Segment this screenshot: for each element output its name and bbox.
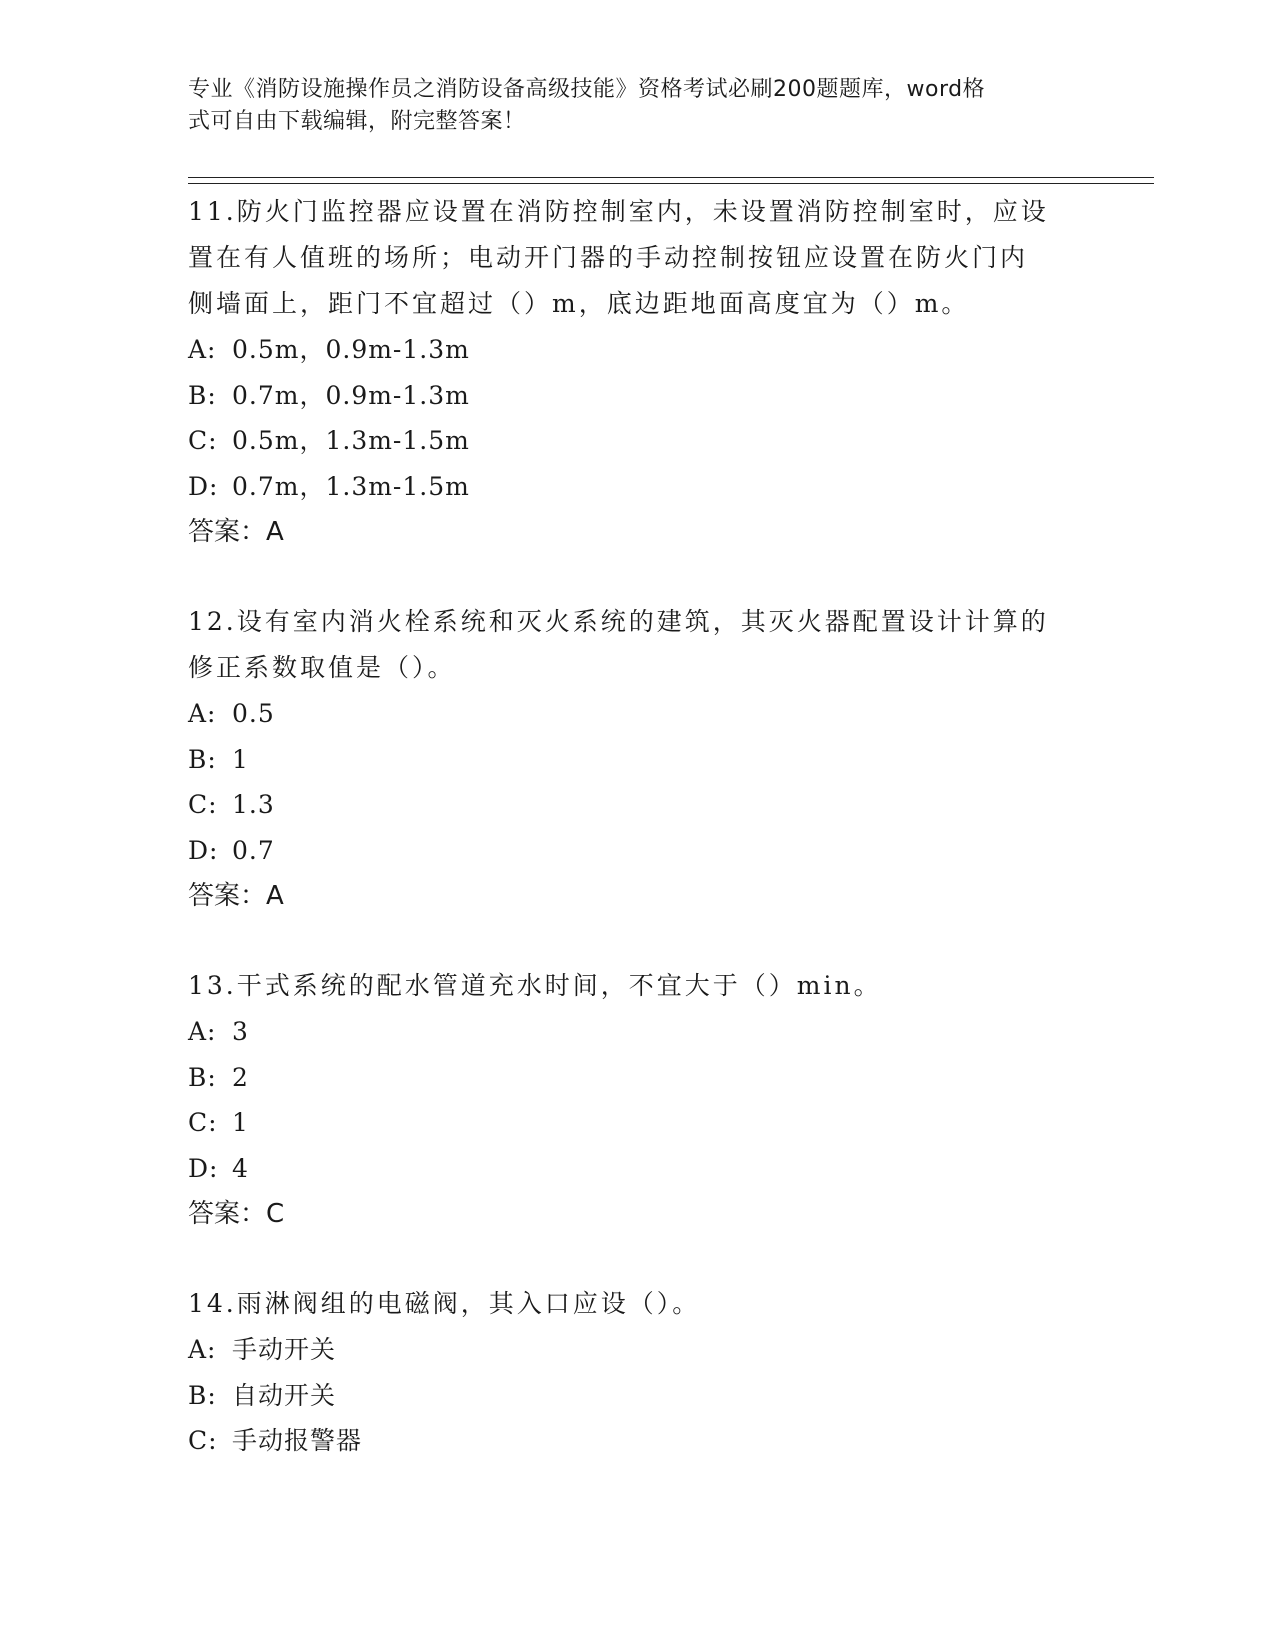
option-key: D:: [188, 471, 219, 501]
header-line-1: 专业《消防设施操作员之消防设备高级技能》资格考试必刷200题题库，word格: [188, 77, 986, 102]
question-text-line: 修正系数取值是（）。: [188, 653, 456, 682]
header-divider-bottom: [188, 183, 1154, 184]
option-key: C:: [188, 790, 218, 819]
option-text: 2: [232, 1062, 249, 1092]
option-text: 1.3: [232, 790, 275, 819]
option-text: 0.5m，1.3m-1.5m: [232, 426, 470, 455]
option-text: 4: [232, 1153, 249, 1183]
option-text: 0.7m，1.3m-1.5m: [232, 471, 470, 501]
option-text: 自动开关: [232, 1380, 337, 1410]
option-c: [188, 782, 1088, 828]
option-d: [188, 464, 1088, 510]
option-key: B:: [188, 1380, 217, 1410]
option-d: [188, 828, 1088, 874]
option-c: [188, 418, 1088, 464]
option-key: A:: [188, 1017, 217, 1046]
question-12: [188, 599, 1088, 919]
option-key: A:: [188, 699, 217, 728]
option-text: 0.5m，0.9m-1.3m: [232, 335, 470, 364]
option-text: 1: [232, 744, 249, 774]
option-a: [188, 1327, 1088, 1373]
question-11: [188, 189, 1088, 555]
option-key: B:: [188, 1062, 217, 1092]
option-text: 3: [232, 1017, 249, 1046]
answer: 答案：A: [188, 881, 284, 911]
question-text-line: 11.防火门监控器应设置在消防控制室内，未设置消防控制室时，应设: [188, 197, 1049, 226]
answer: 答案：C: [188, 1199, 285, 1229]
answer: 答案：A: [188, 517, 284, 547]
header-line-2: 式可自由下载编辑，附完整答案！: [188, 109, 526, 134]
option-d: [188, 1146, 1088, 1192]
question-13: [188, 963, 1088, 1237]
document-header: [188, 74, 1068, 138]
option-c: [188, 1100, 1088, 1146]
header-divider-top: [188, 177, 1154, 178]
option-key: D:: [188, 1153, 219, 1183]
option-c: [188, 1418, 1088, 1464]
option-a: [188, 327, 1088, 373]
option-key: C:: [188, 1108, 218, 1137]
question-text-line: 12.设有室内消火栓系统和灭火系统的建筑，其灭火器配置设计计算的: [188, 607, 1049, 636]
question-text-line: 14.雨淋阀组的电磁阀，其入口应设（）。: [188, 1289, 701, 1318]
option-b: [188, 1373, 1088, 1419]
option-b: [188, 373, 1088, 419]
question-14: [188, 1281, 1088, 1464]
option-text: 0.7: [232, 835, 275, 865]
option-key: B:: [188, 744, 217, 774]
question-text-line: 置在有人值班的场所；电动开门器的手动控制按钮应设置在防火门内: [188, 243, 1029, 272]
option-a: [188, 1009, 1088, 1055]
question-list: [188, 189, 1088, 1508]
option-b: [188, 737, 1088, 783]
option-key: A:: [188, 1335, 217, 1364]
option-b: [188, 1055, 1088, 1101]
option-key: B:: [188, 380, 217, 410]
option-a: [188, 691, 1088, 737]
option-key: A:: [188, 335, 217, 364]
question-text-line: 侧墙面上，距门不宜超过（）m，底边距地面高度宜为（）m。: [188, 289, 970, 318]
option-key: C:: [188, 1426, 218, 1455]
option-key: D:: [188, 835, 219, 865]
option-key: C:: [188, 426, 218, 455]
option-text: 0.5: [232, 699, 275, 728]
option-text: 0.7m，0.9m-1.3m: [232, 380, 470, 410]
option-text: 手动报警器: [232, 1426, 363, 1455]
option-text: 手动开关: [232, 1335, 337, 1364]
option-text: 1: [232, 1108, 249, 1137]
question-text-line: 13.干式系统的配水管道充水时间，不宜大于（）min。: [188, 971, 882, 1000]
